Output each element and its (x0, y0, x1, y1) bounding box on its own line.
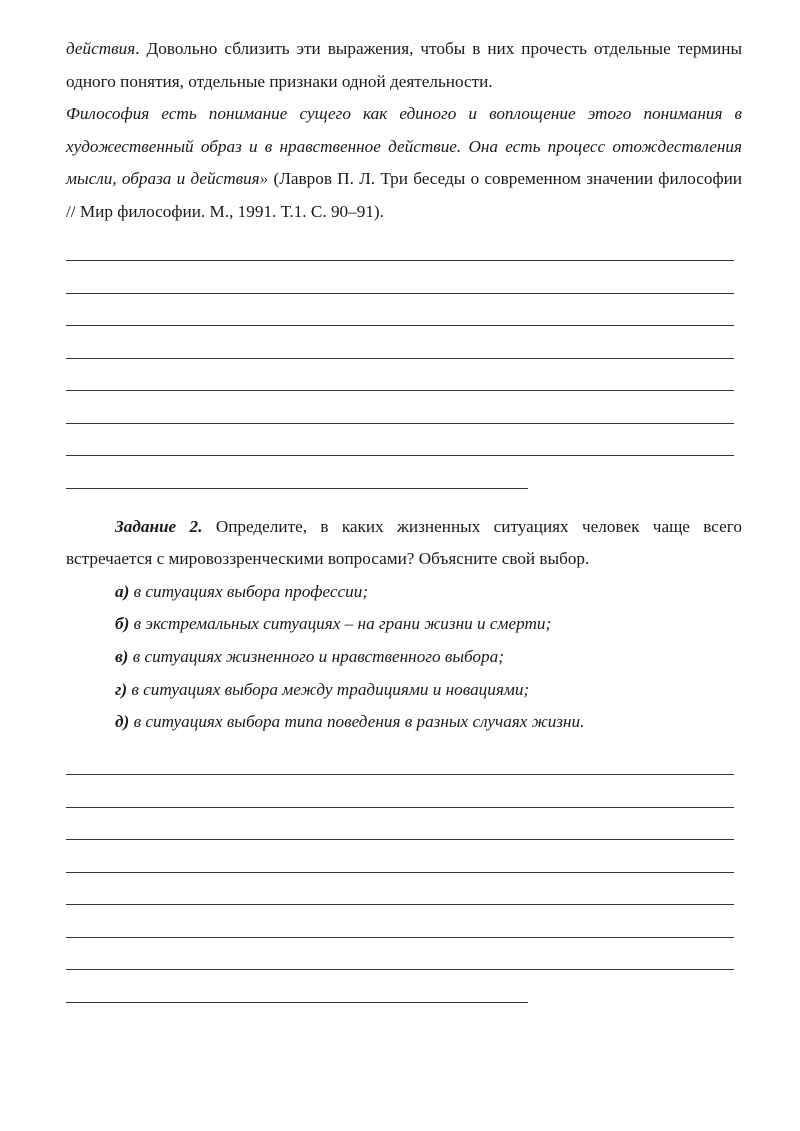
answer-lines-task1[interactable] (66, 229, 742, 489)
task2-option (66, 674, 742, 707)
option-letter: д) (115, 712, 130, 732)
answer-line[interactable] (66, 391, 742, 424)
quote-line1-rest: . Довольно сблизить эти выражения, чтобы в них прочесть отдельные термины одного понятия, отдельные признаки одной деятельности. (66, 39, 742, 91)
answer-lines-task2[interactable] (66, 743, 742, 1003)
quote-italic-text: Философия есть понимание сущего как единого и воплощение этого понимания в художественный образ и в нравственное действие. Она есть процесс отождествления мысли, образа и действия» (66, 104, 742, 189)
option-text: в ситуациях выбора между традициями и новациями; (127, 679, 530, 699)
task2-option (66, 641, 742, 674)
option-letter: в) (115, 646, 129, 666)
answer-line[interactable] (66, 424, 742, 457)
option-letter: б) (115, 614, 130, 634)
answer-line[interactable] (66, 775, 742, 808)
answer-line[interactable] (66, 229, 742, 262)
task2-question-text: Определите, в каких жизненных ситуациях человек чаще всего встречается с мировоззренческими вопросами? Объясните свой выбор. (66, 516, 742, 569)
answer-line[interactable] (66, 326, 742, 359)
option-text: в экстремальных ситуациях – на грани жизни и смерти; (129, 614, 552, 634)
option-letter: г) (115, 679, 128, 699)
task2-option (66, 576, 742, 609)
answer-line[interactable] (66, 359, 742, 392)
option-text: в ситуациях жизненного и нравственного выбора; (128, 646, 504, 666)
answer-line[interactable] (66, 261, 742, 294)
document-page (66, 33, 742, 1003)
quote-citation-paragraph (66, 98, 742, 228)
answer-line[interactable] (66, 743, 742, 776)
answer-line[interactable] (66, 294, 742, 327)
task2-option (66, 608, 742, 641)
answer-line[interactable] (66, 456, 742, 489)
option-letter: а) (115, 581, 130, 601)
quote-paragraph (66, 33, 742, 98)
answer-line[interactable] (66, 840, 742, 873)
option-text: в ситуациях выбора типа поведения в разных случаях жизни. (129, 712, 585, 732)
task2-options (66, 576, 742, 739)
option-text: в ситуациях выбора профессии; (129, 581, 369, 601)
quote-line1-italic: действия (66, 39, 136, 58)
answer-line[interactable] (66, 873, 742, 906)
task2-option (66, 706, 742, 739)
answer-line[interactable] (66, 970, 742, 1003)
quote-citation: (Лавров П. Л. Три беседы о современном значении философии // Мир философии. М., 1991. Т.1. С. 90–91). (66, 169, 742, 221)
answer-line[interactable] (66, 938, 742, 971)
task2-label: Задание 2. (115, 516, 203, 536)
task2-question (66, 511, 742, 576)
answer-line[interactable] (66, 905, 742, 938)
answer-line[interactable] (66, 808, 742, 841)
